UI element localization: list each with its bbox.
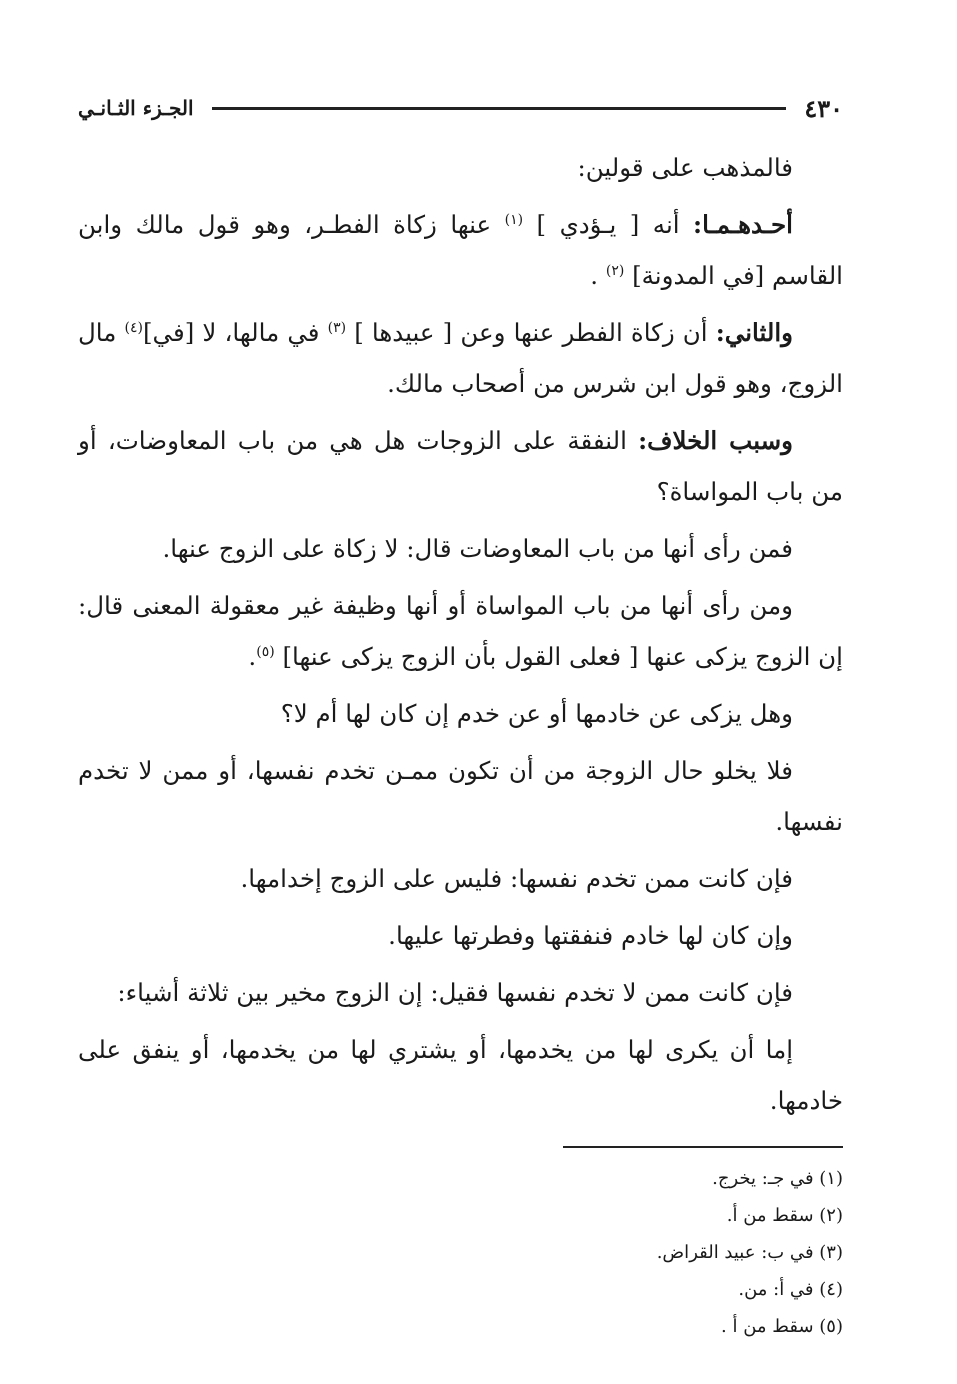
page-number: ٤٣٠ <box>804 93 843 123</box>
footnote-ref: (١) <box>504 211 524 228</box>
paragraph: وهل يزكى عن خادمها أو عن خدم إن كان لها أم لا؟ <box>280 699 793 728</box>
footnotes <box>78 1160 843 1345</box>
paragraph-text: في مالها، لا [في] <box>143 318 328 347</box>
paragraph-lead: والثاني: <box>715 318 793 347</box>
paragraph <box>78 199 843 301</box>
footnote-ref: (٥) <box>256 643 275 660</box>
paragraph-text: النفقة على الزوجات هل هي من باب المعاوضات، أو من باب المواساة؟ <box>78 426 843 506</box>
body-text <box>78 142 843 1126</box>
paragraph-text: . <box>590 261 606 290</box>
page-header <box>78 88 843 128</box>
paragraph-lead: وسبب الخلاف: <box>638 426 793 455</box>
paragraph-text: ومن رأى أنها من باب المواساة أو أنها وظيفة غير معقولة المعنى قال: إن الزوج يزكى عنها [ فعلى القول بأن الزوج يزكى عنها] <box>78 591 843 671</box>
paragraph-text: أن زكاة الفطر عنها وعن [ عبيدها ] <box>346 318 716 347</box>
paragraph: فإن كانت ممن تخدم نفسها: فليس على الزوج إخدامها. <box>240 864 793 893</box>
paragraph: فلا يخلو حال الزوجة من أن تكون ممـن تخدم نفسها، أو ممن لا تخدم نفسها. <box>78 756 843 836</box>
paragraph: وإن كان لها خادم فنفقتها وفطرتها عليها. <box>388 921 793 950</box>
paragraph-lead: أحـدهـمـا: <box>693 210 793 239</box>
footnote-separator <box>563 1146 843 1148</box>
footnote: (٥) سقط من أ . <box>721 1316 843 1337</box>
footnote: (٣) في ب: عبيد القراض. <box>656 1242 843 1263</box>
paragraph-text: أنه [ يـؤدي ] <box>523 210 694 239</box>
paragraph <box>78 307 843 409</box>
paragraph <box>78 580 843 682</box>
footnote: (٢) سقط من أ. <box>726 1205 843 1226</box>
paragraph-text: . <box>248 642 257 671</box>
footnote-ref: (٤) <box>124 319 143 336</box>
paragraph: إما أن يكرى لها من يخدمها، أو يشتري لها من يخدمها، أو ينفق على خادمها. <box>78 1035 843 1115</box>
paragraph: فمن رأى أنها من باب المعاوضات قال: لا زكاة على الزوج عنها. <box>162 534 793 563</box>
running-head: الجـزء الثـانـي <box>78 96 194 120</box>
paragraph-text: عنها زكاة الفطـر، وهو قول مالك وابن القاسم [في المدونة] <box>78 210 843 290</box>
paragraph <box>78 415 843 517</box>
paragraph: فالمذهب على قولين: <box>577 153 793 182</box>
paragraph: فإن كانت ممن لا تخدم نفسها فقيل: إن الزوج مخير بين ثلاثة أشياء: <box>117 978 793 1007</box>
page <box>78 88 843 1345</box>
footnote: (١) في جـ: يخرج. <box>712 1168 843 1189</box>
footnote-ref: (٣) <box>327 319 347 336</box>
paragraph-text: مال الزوج، وهو قول ابن شرس من أصحاب مالك. <box>78 318 843 398</box>
footnote-ref: (٢) <box>605 262 625 279</box>
footnote: (٤) في أ: من. <box>738 1279 843 1300</box>
header-rule <box>212 107 787 110</box>
